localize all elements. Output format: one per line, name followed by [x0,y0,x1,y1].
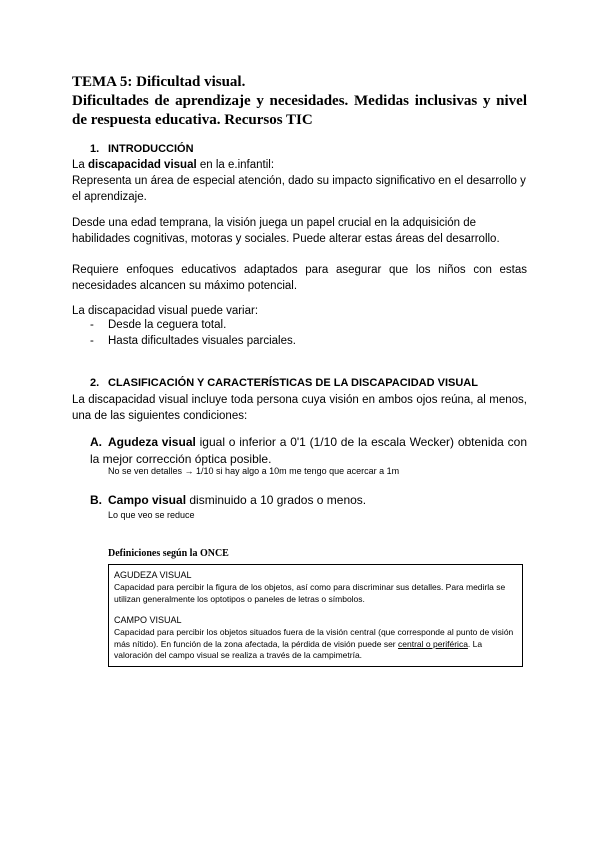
section2-number: 2. [90,377,100,389]
document-subtitle: Dificultades de aprendizaje y necesidades. Medidas inclusivas y nivel de respuesta educativa. Recursos TIC [72,93,527,128]
section2-heading-text: CLASIFICACIÓN Y CARACTERÍSTICAS DE LA DISCAPACIDAD VISUAL [108,377,478,389]
list-item-text: Desde la ceguera total. [108,319,227,331]
condition-b-bold: Campo visual [108,493,187,507]
campo-title: CAMPO VISUAL [114,615,182,625]
agudeza-definition: Capacidad para percibir la figura de los objetos, así como para discriminar sus detalles. Para medirla se utilizan generalmente los optotipos o paneles de letras o símbolos. [114,582,506,604]
condition-a-text: igual o inferior a 0'1 (1/10 de la escala Wecker) obtenida con la mejor corrección óptica posible. [90,435,528,466]
condition-a-bold: Agudeza visual [108,435,196,449]
condition-b-text: disminuido a 10 grados o menos. [186,493,367,507]
section1-intro [72,157,527,173]
condition-b-note: Lo que veo se reduce [108,510,195,520]
intro-suffix: en la e.infantil: [196,159,275,171]
intro-prefix: La [72,159,88,171]
condition-b [90,492,366,509]
section1-number: 1. [90,143,100,155]
section1-paragraph-4: La discapacidad visual puede variar: [72,305,259,317]
condition-a-letter: A. [90,435,102,449]
section2-heading [90,377,478,389]
list-item-text: Hasta dificultades visuales parciales. [108,335,296,347]
campo-definition [114,627,518,662]
condition-a [90,434,527,468]
condition-a-note: No se ven detalles → 1/10 si hay algo a 10m me tengo que acercar a 1m [108,466,400,476]
section1-paragraph-3: Requiere enfoques educativos adaptados para asegurar que los niños con estas necesidades alcancen su máximo potencial. [72,264,527,292]
section1-heading [90,143,194,155]
list-item: - Desde la ceguera total. [90,319,227,331]
agudeza-title: AGUDEZA VISUAL [114,570,192,580]
list-item: - Hasta dificultades visuales parciales. [90,335,296,347]
section2-paragraph-1: La discapacidad visual incluye toda persona cuya visión en ambos ojos reúna, al menos, una de las siguientes condiciones: [72,394,527,422]
section1-paragraph-1: Representa un área de especial atención, dado su impacto significativo en el desarrollo y el aprendizaje. [72,175,526,203]
campo-text-1: Capacidad para percibir los objetos situados fuera de la visión central (que corresponde al punto de visión más nítido). En función de la zona afectada, la pérdida de visión puede ser [114,627,514,649]
document-title: TEMA 5: Dificultad visual. [72,74,246,90]
campo-text-2: . La valoración del campo visual se realiza a través de la campimetría. [114,638,483,660]
intro-bold: discapacidad visual [88,159,197,171]
campo-underline: central o periférica [398,638,468,649]
section1-heading-text: INTRODUCCIÓN [108,143,194,155]
section1-paragraph-2: Desde una edad temprana, la visión juega un papel crucial en la adquisición de habilidades cognitivas, motoras y sociales. Puede alterar estas áreas del desarrollo. [72,217,500,245]
once-heading: Definiciones según la ONCE [108,548,229,559]
condition-b-letter: B. [90,493,102,507]
